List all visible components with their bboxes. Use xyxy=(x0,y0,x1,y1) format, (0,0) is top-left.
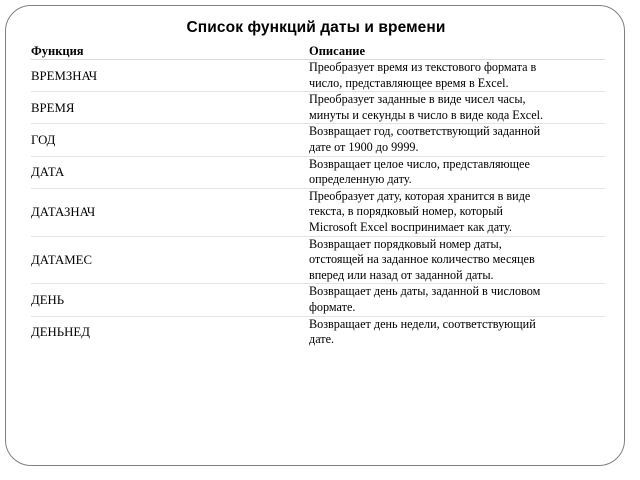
function-description-cell xyxy=(309,316,605,348)
description-line: Возвращает порядковый номер даты, xyxy=(309,236,502,251)
function-name-cell: ГОД xyxy=(31,124,309,156)
function-name-cell: ДАТАЗНАЧ xyxy=(31,188,309,236)
description-line: определенную дату. xyxy=(309,172,412,187)
page-title: Список функций даты и времени xyxy=(186,19,446,36)
description-line: Возвращает целое число, представляющее xyxy=(309,156,530,171)
description-line: дате от 1900 до 9999. xyxy=(309,139,419,154)
function-description-cell xyxy=(309,236,605,284)
description-line: вперед или назад от заданной даты. xyxy=(309,267,494,282)
table-row xyxy=(31,236,605,284)
function-description-cell xyxy=(309,60,605,92)
table-header-row xyxy=(31,44,605,60)
function-name-cell: ДАТА xyxy=(31,156,309,188)
table-row xyxy=(31,284,605,316)
slide-frame xyxy=(5,5,625,466)
function-description-cell xyxy=(309,92,605,124)
function-name-cell: ДЕНЬ xyxy=(31,284,309,316)
table-row xyxy=(31,156,605,188)
description-line: Возвращает год, соответствующий заданной xyxy=(309,124,541,139)
function-name-cell: ВРЕМЯ xyxy=(31,92,309,124)
function-description-cell xyxy=(309,188,605,236)
functions-table xyxy=(31,44,605,348)
table-row xyxy=(31,60,605,92)
description-line: Преобразует дату, которая хранится в виде xyxy=(309,188,531,203)
description-line: число, представляющее время в Excel. xyxy=(309,75,509,90)
table-row xyxy=(31,316,605,348)
description-line: дате. xyxy=(309,332,335,347)
description-line: Microsoft Excel воспринимает как дату. xyxy=(309,219,512,234)
function-name-cell: ДАТАМЕС xyxy=(31,236,309,284)
function-name-cell: ДЕНЬНЕД xyxy=(31,325,90,340)
function-description-cell xyxy=(309,156,605,188)
table-row xyxy=(31,124,605,156)
description-line: текста, в порядковый номер, который xyxy=(309,204,503,219)
description-line: Возвращает день недели, соответствующий xyxy=(309,316,536,331)
column-header-function: Функция xyxy=(31,44,309,60)
description-line: Преобразует время из текстового формата в xyxy=(309,60,537,74)
description-line: отстоящей на заданное количество месяцев xyxy=(309,252,535,267)
table-body xyxy=(31,60,605,348)
function-name-cell: ВРЕМЗНАЧ xyxy=(31,60,309,92)
table-row xyxy=(31,92,605,124)
function-description-cell xyxy=(309,284,605,316)
function-description-cell xyxy=(309,124,605,156)
table-row xyxy=(31,188,605,236)
column-header-description: Описание xyxy=(309,44,605,60)
description-line: Преобразует заданные в виде чисел часы, xyxy=(309,92,526,107)
description-line: минуты и секунды в число в виде кода Excel. xyxy=(309,107,544,122)
description-line: формате. xyxy=(309,299,356,314)
description-line: Возвращает день даты, заданной в числовом xyxy=(309,284,541,299)
